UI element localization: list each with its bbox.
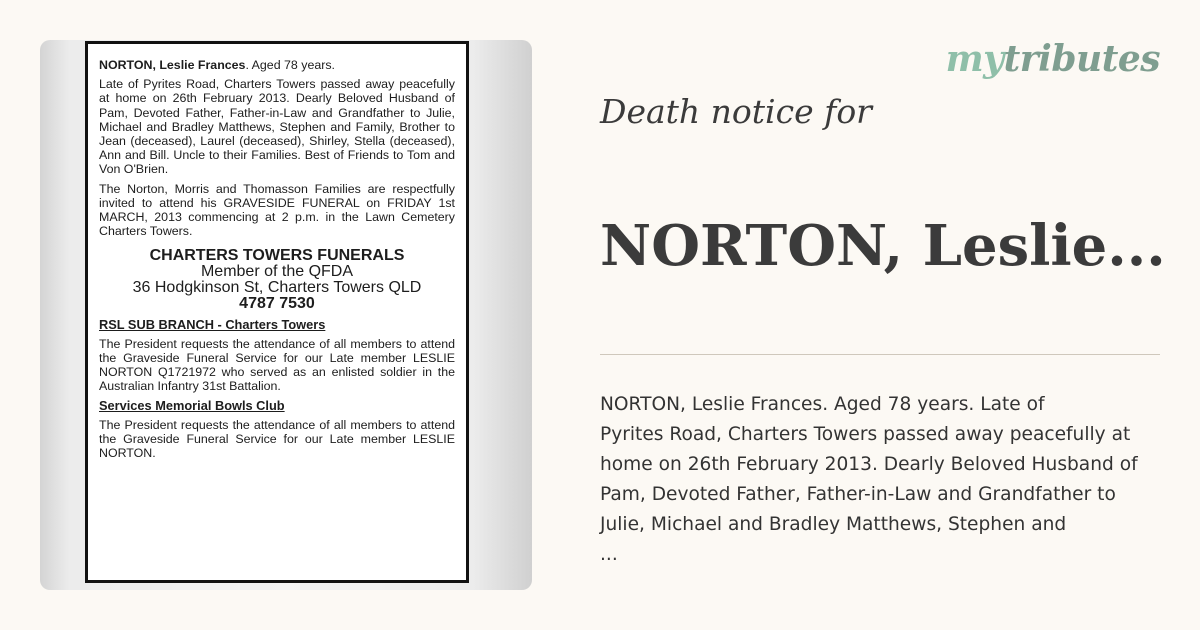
rsl-heading: RSL SUB BRANCH - Charters Towers — [99, 317, 326, 333]
funeral-home-title: CHARTERS TOWERS FUNERALS — [149, 247, 405, 265]
excerpt-line: Pam, Devoted Father, Father-in-Law and Grandfather to — [600, 484, 1116, 505]
rsl-text: The President requests the attendance of all members to attend the Graveside Funeral Service for our Late member LESLIE NORTON Q1721972 who served as an enlisted soldier in the Australian Infantry 31st Battalion. — [99, 336, 455, 394]
excerpt-line: Pyrites Road, Charters Towers passed away peacefully at — [600, 424, 1131, 445]
logo-tributes: tributes — [1003, 38, 1160, 80]
mytributes-logo — [946, 38, 1160, 80]
clipping-paragraph-details: Late of Pyrites Road, Charters Towers passed away peacefully at home on 26th February 2013. Dearly Beloved Husband of Pam, Devoted Father, Father-in-Law and Grandfather to Julie, Michael and Bradley Matthews, Stephen and Family, Brother to Jean (deceased), Laurel (deceased), Shirley, Stella (deceased), Ann and Bill. Uncle to their Families. Best of Friends to Tom and Von O'Brien. — [99, 77, 455, 177]
bowls-heading: Services Memorial Bowls Club — [99, 398, 285, 414]
notice-type-label: Death notice for — [600, 92, 872, 131]
excerpt-line: home on 26th February 2013. Dearly Beloved Husband of — [600, 454, 1138, 475]
bowls-text: The President requests the attendance of all members to attend the Graveside Funeral Service for our Late member LESLIE NORTON. — [99, 417, 455, 461]
excerpt-ellipsis: ... — [600, 544, 618, 565]
logo-my: my — [945, 38, 1004, 80]
notice-excerpt — [600, 390, 1175, 570]
notice-image-panel — [40, 40, 532, 590]
clipping-name: NORTON, Leslie Frances — [99, 58, 246, 72]
funeral-home-address: 36 Hodgkinson St, Charters Towers QLD — [132, 279, 422, 297]
funeral-home-block — [99, 248, 455, 312]
divider — [600, 354, 1160, 355]
excerpt-line: NORTON, Leslie Frances. Aged 78 years. Late of — [600, 394, 1045, 415]
funeral-home-phone: 4787 7530 — [239, 295, 315, 313]
clipping-paragraph-funeral: The Norton, Morris and Thomasson Families are respectfully invited to attend his GRAVESIDE FUNERAL on FRIDAY 1st MARCH, 2013 commencing at 2 p.m. in the Lawn Cemetery Charters Towers. — [99, 181, 455, 239]
clipping-age: . Aged 78 years. — [245, 58, 336, 72]
clipping-intro — [99, 58, 455, 72]
excerpt-line: Julie, Michael and Bradley Matthews, Stephen and — [600, 514, 1067, 535]
newspaper-clipping — [85, 41, 469, 583]
funeral-home-member: Member of the QFDA — [200, 263, 354, 281]
deceased-name-title: NORTON, Leslie... — [600, 213, 1166, 279]
